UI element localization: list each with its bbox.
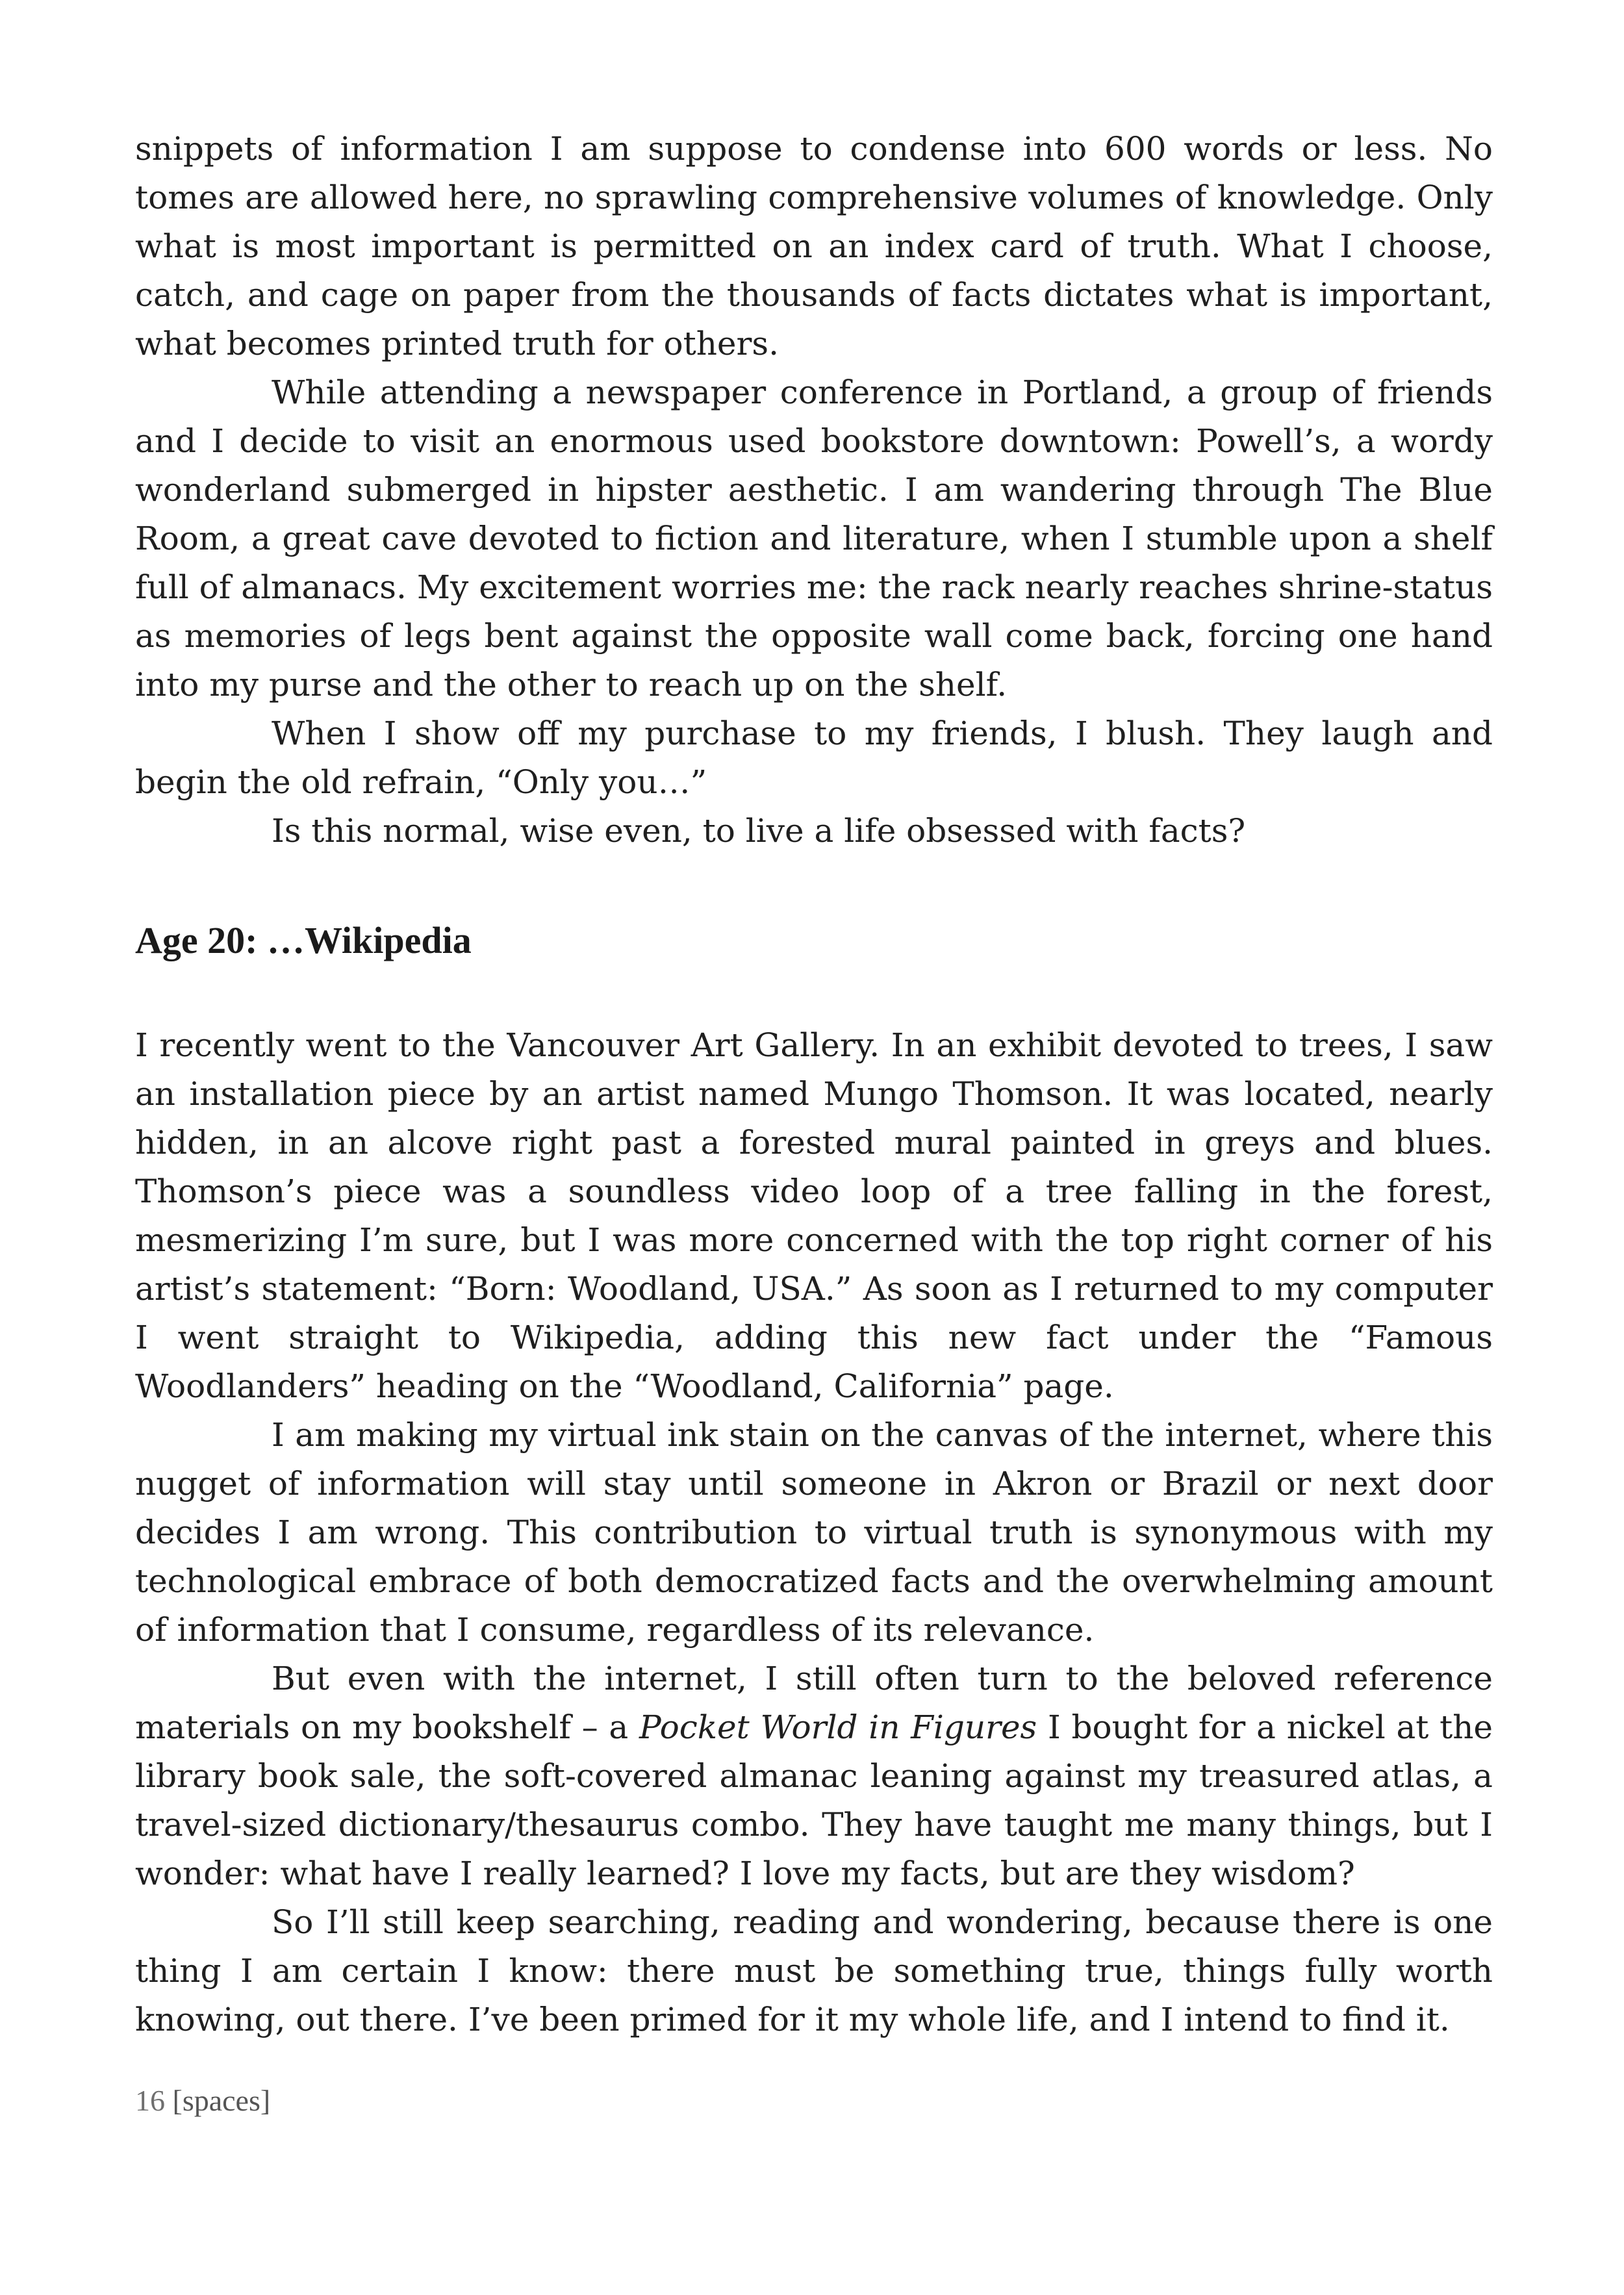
book-title: Pocket World in Figures xyxy=(639,1708,1037,1746)
body-text-section-one xyxy=(135,125,1493,856)
section-heading: Age 20: …Wikipedia xyxy=(135,919,472,961)
paragraph-bookshelf xyxy=(135,1655,1493,1898)
paragraph-purchase: When I show off my purchase to my friends, I blush. They laugh and begin the old refrain, “Only you…” xyxy=(135,715,1493,801)
paragraph-question: Is this normal, wise even, to live a life obsessed with facts? xyxy=(272,812,1246,850)
paragraph-searching: So I’ll still keep searching, reading and wondering, because there is one thing I am certain I know: there must be something true, things fully worth knowing, out there. I’ve been primed for it my whole life, and I intend to find it. xyxy=(135,1903,1493,2038)
page-footer xyxy=(135,2081,270,2120)
paragraph-snippets: snippets of information I am suppose to condense into 600 words or less. No tomes are allowed here, no sprawling comprehensive volumes of knowledge. Only what is most important is permitted on an index card of truth. What I choose, catch, and cage on paper from the thousands of facts dictates what is important, what becomes printed truth for others. xyxy=(135,130,1493,362)
publication-name: [spaces] xyxy=(172,2084,271,2117)
paragraph-portland: While attending a newspaper conference in Portland, a group of friends and I decide to visit an enormous used bookstore downtown: Powell’s, a wordy wonderland submerged in hipster aesthetic. I am wandering through The Blue Room, a great cave devoted to fiction and literature, when I stumble upon a shelf full of almanacs. My excitement worries me: the rack nearly reaches shrine-status as memories of legs bent against the opposite wall come back, forcing one hand into my purse and the other to reach up on the shelf. xyxy=(135,374,1493,704)
paragraph-ink-stain: I am making my virtual ink stain on the canvas of the internet, where this nugget of information will stay until someone in Akron or Brazil or next door decides I am wrong. This contribution to virtual truth is synonymous with my technological embrace of both democratized facts and the overwhelming amount of information that I consume, regardless of its relevance. xyxy=(135,1416,1493,1649)
page-number: 16 xyxy=(135,2084,165,2117)
body-text-section-two xyxy=(135,1021,1493,2044)
bookshelf-text-end: I bought for a nickel at the library book sale, the soft-covered almanac leaning against my treasured atlas, a travel-sized dictionary/thesaurus combo. They have taught me many things, but I wonder: what have I really learned? I love my facts, but are they wisdom? xyxy=(135,1708,1493,1892)
bookshelf-text-start: But even with the internet, I still often turn to the beloved reference materials on my bookshelf – a xyxy=(135,1660,1493,1746)
paragraph-gallery: I recently went to the Vancouver Art Gallery. In an exhibit devoted to trees, I saw an installation piece by an artist named Mungo Thomson. It was located, nearly hidden, in an alcove right past a forested mural painted in greys and blues. Thomson’s piece was a soundless video loop of a tree falling in the forest, mesmerizing I’m sure, but I was more concerned with the top right corner of his artist’s statement: “Born: Woodland, USA.” As soon as I returned to my computer I went straight to Wikipedia, adding this new fact under the “Famous Woodlanders” heading on the “Woodland, California” page. xyxy=(135,1026,1493,1405)
